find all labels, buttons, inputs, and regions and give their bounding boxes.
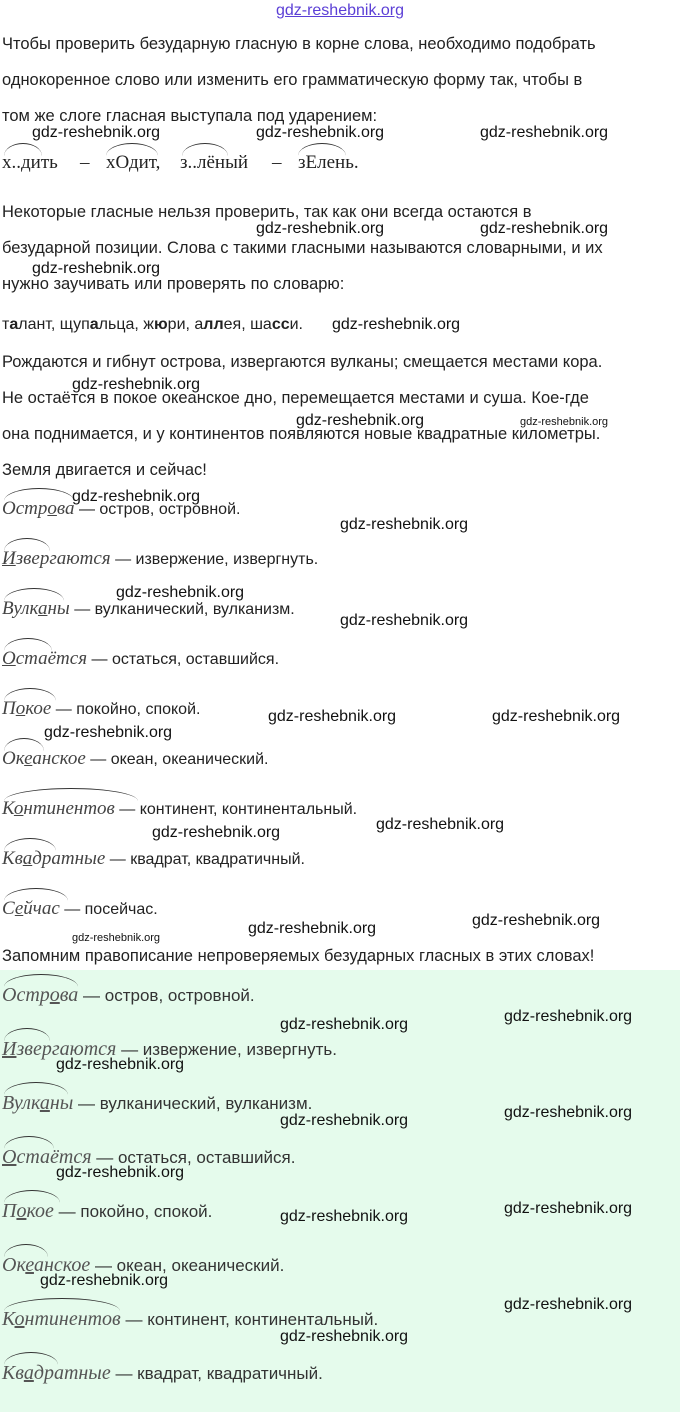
watermark-text: gdz-reshebnik.org bbox=[32, 260, 161, 277]
entry-stem: Остр bbox=[2, 984, 50, 1006]
text-line-1: Рождаются и гибнут острова, извергаются вулканы; смещается местами кора. bbox=[2, 353, 603, 371]
dictionary-words bbox=[2, 316, 303, 334]
entry-vowel: е bbox=[24, 748, 33, 769]
dict-text: лант, щуп bbox=[18, 316, 90, 333]
watermark-text: gdz-reshebnik.org bbox=[280, 1016, 409, 1033]
watermark-text: gdz-reshebnik.org bbox=[56, 1164, 185, 1181]
entry-related: — океан, океанический. bbox=[85, 751, 269, 768]
entry-stem: Вулк bbox=[2, 1092, 40, 1114]
word-entry bbox=[2, 738, 642, 774]
watermark-text: gdz-reshebnik.org bbox=[504, 1008, 633, 1025]
watermark-text: gdz-reshebnik.org bbox=[340, 612, 469, 629]
watermark-text: gdz-reshebnik.org bbox=[72, 376, 201, 393]
watermark-text: gdz-reshebnik.org bbox=[256, 220, 385, 237]
entry-word bbox=[2, 798, 357, 820]
example-word-1: х..дить bbox=[2, 152, 58, 173]
entry-related: — покойно, спокой. bbox=[53, 1202, 213, 1221]
entry-word bbox=[2, 548, 318, 570]
entry-stem: П bbox=[2, 698, 16, 719]
entry-word bbox=[2, 1362, 323, 1385]
entry-vowel: о bbox=[49, 984, 60, 1006]
entry-word bbox=[2, 698, 200, 720]
entry-ending: звергаются bbox=[16, 1038, 117, 1060]
watermark-text: gdz-reshebnik.org bbox=[340, 516, 469, 533]
entry-ending: дратные bbox=[32, 848, 106, 869]
entry-related: — покойно, спокой. bbox=[51, 701, 201, 718]
watermark-text: gdz-reshebnik.org bbox=[44, 724, 173, 741]
watermark-text: gdz-reshebnik.org bbox=[296, 412, 425, 429]
rule-line-2: однокоренное слово или изменить его грамматическую форму так, чтобы в bbox=[2, 71, 583, 89]
entry-vowel: е bbox=[14, 898, 24, 919]
entry-related: — остаться, оставшийся. bbox=[91, 1148, 296, 1167]
entry-ending: ва bbox=[59, 984, 79, 1006]
watermark-text: gdz-reshebnik.org bbox=[280, 1328, 409, 1345]
word-entry bbox=[2, 838, 642, 874]
entry-related: — континент, континентальный. bbox=[114, 801, 358, 818]
entry-vowel: а bbox=[39, 1092, 50, 1114]
watermark-text: gdz-reshebnik.org bbox=[376, 816, 505, 833]
example-word-4: зЕлень. bbox=[298, 152, 359, 173]
dict-rule-line-3: нужно заучивать или проверять по словарю: bbox=[2, 275, 345, 293]
word-entry bbox=[2, 1352, 642, 1388]
dict-vowel: ю bbox=[154, 316, 168, 333]
example-line bbox=[2, 140, 562, 180]
entry-ending: анское bbox=[32, 748, 86, 769]
entry-related: — квадрат, квадратичный. bbox=[110, 1364, 323, 1383]
word-entry bbox=[2, 974, 642, 1010]
entry-stem: С bbox=[2, 898, 15, 919]
entry-stem: Ок bbox=[2, 1254, 26, 1276]
entry-word bbox=[2, 1200, 212, 1223]
watermark-text: gdz-reshebnik.org bbox=[492, 708, 621, 725]
entry-vowel: О bbox=[2, 648, 16, 669]
dict-rule-line-1: Некоторые гласные нельзя проверить, так как они всегда остаются в bbox=[2, 203, 532, 221]
text-line-2: Не остаётся в покое океанское дно, перемещается местами и суша. Кое-где bbox=[2, 389, 589, 407]
entry-vowel: И bbox=[2, 548, 16, 569]
watermark-text: gdz-reshebnik.org bbox=[40, 1272, 169, 1289]
dict-text: т bbox=[2, 316, 10, 333]
watermark-text: gdz-reshebnik.org bbox=[504, 1104, 633, 1121]
watermark-text: gdz-reshebnik.org bbox=[268, 708, 397, 725]
word-entry bbox=[2, 588, 642, 624]
watermark-text: gdz-reshebnik.org bbox=[72, 488, 201, 505]
entry-related: — континент, континентальный. bbox=[120, 1310, 379, 1329]
entry-ending: йчас bbox=[23, 898, 60, 919]
entry-vowel: а bbox=[23, 1362, 34, 1384]
entry-vowel: а bbox=[22, 848, 33, 869]
entry-ending: кое bbox=[26, 1200, 54, 1222]
entry-related: — посейчас. bbox=[59, 901, 158, 918]
entry-stem: Вулк bbox=[2, 598, 38, 619]
dict-rule-line-2: безударной позиции. Слова с такими гласными называются словарными, и их bbox=[2, 239, 603, 257]
watermark-text: gdz-reshebnik.org bbox=[72, 932, 161, 944]
entry-related: — остаться, оставшийся. bbox=[87, 651, 280, 668]
watermark-text: gdz-reshebnik.org bbox=[504, 1296, 633, 1313]
word-entry bbox=[2, 788, 642, 824]
entry-ending: ны bbox=[47, 598, 70, 619]
entry-word bbox=[2, 648, 279, 670]
entry-related: — квадрат, квадратичный. bbox=[105, 851, 305, 868]
entry-stem: Кв bbox=[2, 1362, 24, 1384]
dict-vowel: сс bbox=[271, 316, 290, 333]
entry-vowel: О bbox=[2, 1146, 17, 1168]
rule-line-3: том же слоге гласная выступала под ударением: bbox=[2, 107, 378, 125]
dict-text: ри, а bbox=[167, 316, 204, 333]
watermark-text: gdz-reshebnik.org bbox=[504, 1200, 633, 1217]
rule-line-1: Чтобы проверить безударную гласную в корне слова, необходимо подобрать bbox=[2, 35, 596, 53]
entry-related: — остров, островной. bbox=[74, 501, 241, 518]
entry-vowel: о bbox=[15, 698, 26, 719]
word-entry bbox=[2, 638, 642, 674]
entry-ending: кое bbox=[25, 698, 52, 719]
entry-ending: ны bbox=[49, 1092, 74, 1114]
text-line-3: она поднимается, и у континентов появляются новые квадратные километры. bbox=[2, 425, 601, 443]
site-link[interactable]: gdz-reshebnik.org bbox=[275, 2, 405, 19]
entry-vowel: а bbox=[37, 598, 48, 619]
dict-text: и. bbox=[289, 316, 303, 333]
word-entry bbox=[2, 538, 642, 574]
entry-stem: Ок bbox=[2, 748, 25, 769]
entry-vowel: о bbox=[16, 1200, 27, 1222]
entry-word bbox=[2, 1092, 312, 1115]
watermark-text: gdz-reshebnik.org bbox=[280, 1112, 409, 1129]
example-dash-1: – bbox=[80, 152, 90, 173]
entry-stem: К bbox=[2, 1308, 15, 1330]
entry-related: — океан, океанический. bbox=[90, 1256, 285, 1275]
watermark-text: gdz-reshebnik.org bbox=[116, 584, 245, 601]
entry-vowel: е bbox=[25, 1254, 34, 1276]
entry-word bbox=[2, 984, 255, 1007]
dict-vowel: а bbox=[9, 316, 19, 333]
entry-word bbox=[2, 848, 305, 870]
example-word-3: з..лёный bbox=[180, 152, 249, 173]
entry-related: — остров, островной. bbox=[78, 986, 255, 1005]
entry-related: — вулканический, вулканизм. bbox=[73, 1094, 313, 1113]
entry-ending: стаётся bbox=[16, 1146, 92, 1168]
entry-related: — вулканический, вулканизм. bbox=[69, 601, 295, 618]
entry-related: — извержение, извергнуть. bbox=[110, 551, 319, 568]
entry-vowel: И bbox=[2, 1038, 17, 1060]
entry-ending: дратные bbox=[33, 1362, 111, 1384]
watermark-text: gdz-reshebnik.org bbox=[472, 912, 601, 929]
watermark-text: gdz-reshebnik.org bbox=[152, 824, 281, 841]
watermark-text: gdz-reshebnik.org bbox=[32, 124, 161, 141]
entry-ending: стаётся bbox=[15, 648, 88, 669]
watermark-text: gdz-reshebnik.org bbox=[520, 416, 609, 428]
example-dash-2: – bbox=[272, 152, 282, 173]
entry-vowel: о bbox=[47, 498, 57, 519]
text-line-4: Земля двигается и сейчас! bbox=[2, 461, 207, 479]
entry-ending: анское bbox=[33, 1254, 91, 1276]
entry-ending: ва bbox=[56, 498, 75, 519]
dict-vowel: а bbox=[89, 316, 99, 333]
dict-text: ея, ша bbox=[223, 316, 272, 333]
entry-related: — извержение, извергнуть. bbox=[116, 1040, 337, 1059]
entry-word bbox=[2, 748, 269, 770]
dict-vowel: лл bbox=[203, 316, 224, 333]
entry-ending: звергаются bbox=[15, 548, 111, 569]
entry-stem: К bbox=[2, 798, 14, 819]
watermark-text: gdz-reshebnik.org bbox=[280, 1208, 409, 1225]
watermark-text: gdz-reshebnik.org bbox=[248, 920, 377, 937]
entry-ending: нтинентов bbox=[23, 798, 115, 819]
example-word-2: хОдит, bbox=[106, 152, 161, 173]
watermark-text: gdz-reshebnik.org bbox=[480, 124, 609, 141]
watermark-text: gdz-reshebnik.org bbox=[56, 1056, 185, 1073]
watermark-text: gdz-reshebnik.org bbox=[256, 124, 385, 141]
entry-ending: нтинентов bbox=[24, 1308, 121, 1330]
dict-text: льца, ж bbox=[98, 316, 154, 333]
entry-stem: Кв bbox=[2, 848, 23, 869]
entry-vowel: о bbox=[14, 1308, 25, 1330]
watermark-text: gdz-reshebnik.org bbox=[332, 316, 461, 333]
entry-word bbox=[2, 898, 158, 920]
watermark-text: gdz-reshebnik.org bbox=[480, 220, 609, 237]
entry-stem: П bbox=[2, 1200, 17, 1222]
entry-stem: Остр bbox=[2, 498, 48, 519]
entry-vowel: о bbox=[13, 798, 24, 819]
summary-line: Запомним правописание непроверяемых безударных гласных в этих словах! bbox=[2, 947, 595, 965]
